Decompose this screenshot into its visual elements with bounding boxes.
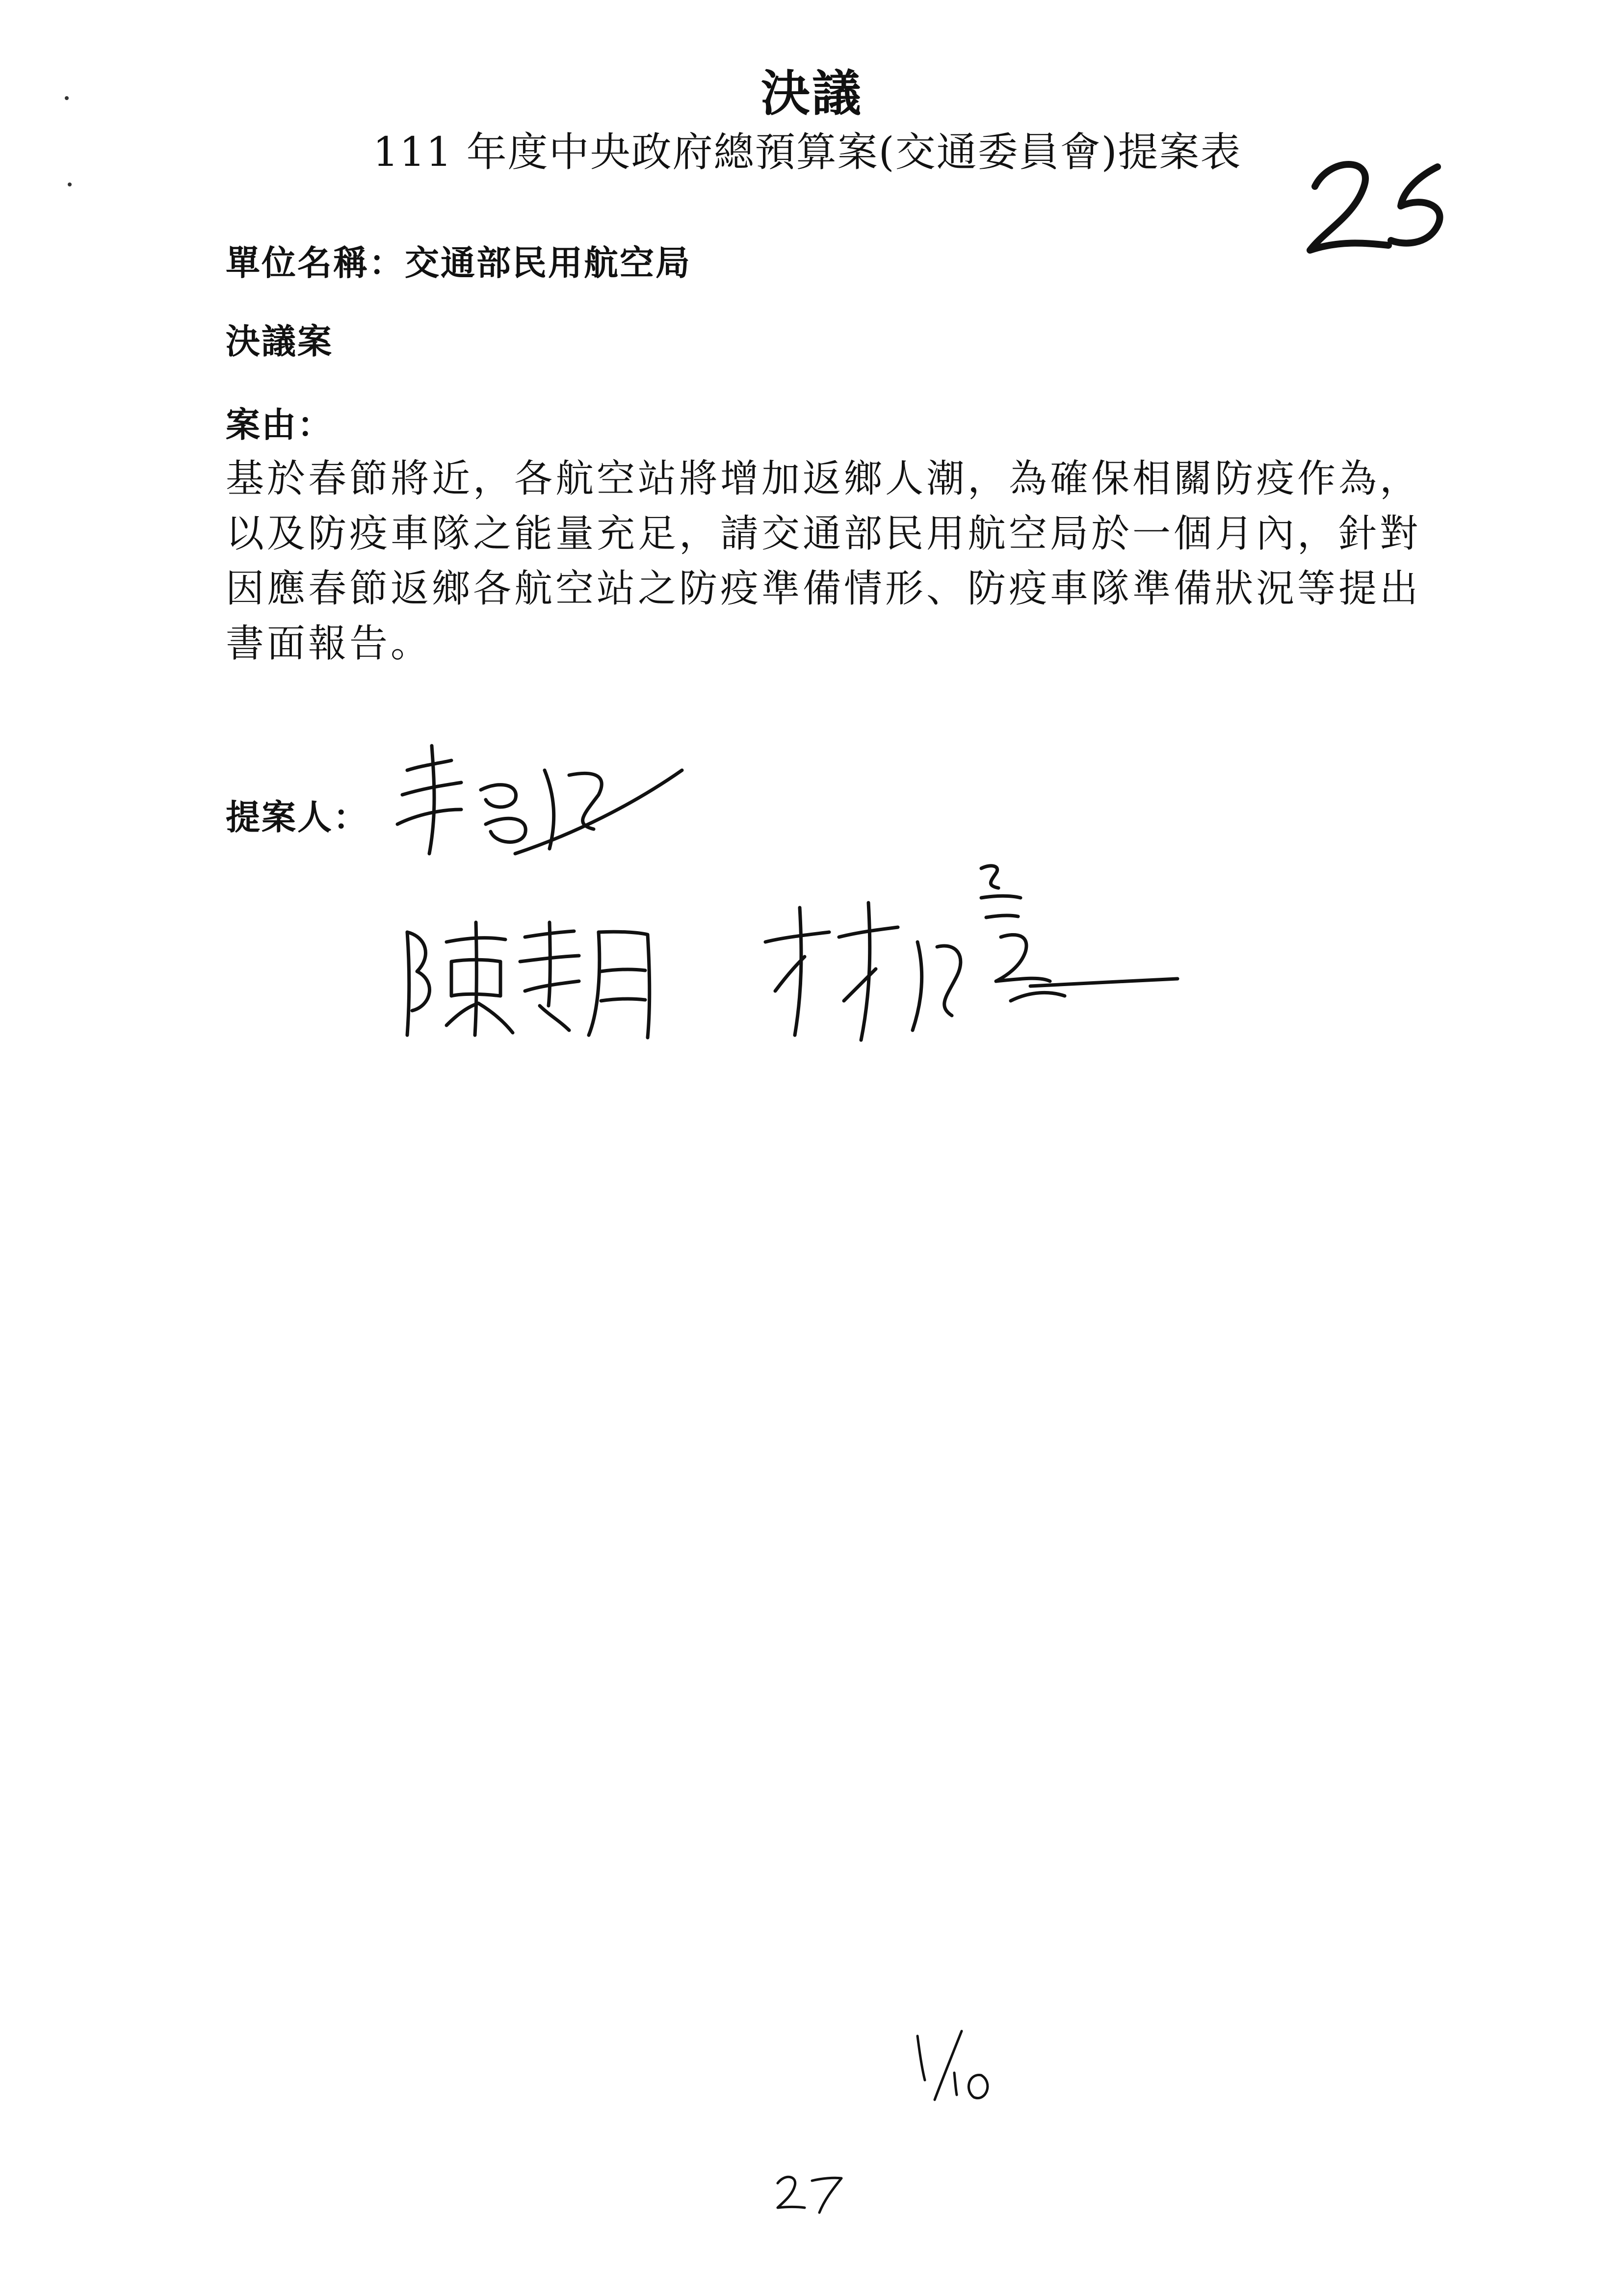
unit-name-line: 單位名稱：交通部民用航空局 [226,243,691,283]
signature-lin-chun-hsien [756,844,1187,1050]
handwritten-page-mark [773,2168,846,2218]
handwritten-date-mark [908,2026,996,2105]
resolution-type: 決議案 [226,321,333,362]
proposer-label: 提案人： [226,797,369,837]
handwritten-case-number [1305,147,1462,265]
reason-label: 案由： [226,405,333,445]
scan-speck [68,183,72,186]
document-subtitle: 111 年度中央政府總預算案(交通委員會)提案表 [373,129,1242,176]
document-title: 決議 [761,64,863,122]
signature-chen-su-yueh [393,913,667,1040]
signature-li-kun-tse [388,741,702,868]
reason-body-text: 基於春節將近，各航空站將增加返鄉人潮，為確保相關防疫作為，以及防疫車隊之能量充足，請交通部民用航空局於一個月內，針對因應春節返鄉各航空站之防疫準備情形、防疫車隊準備狀況等提出書面報告。 [226,457,1421,666]
